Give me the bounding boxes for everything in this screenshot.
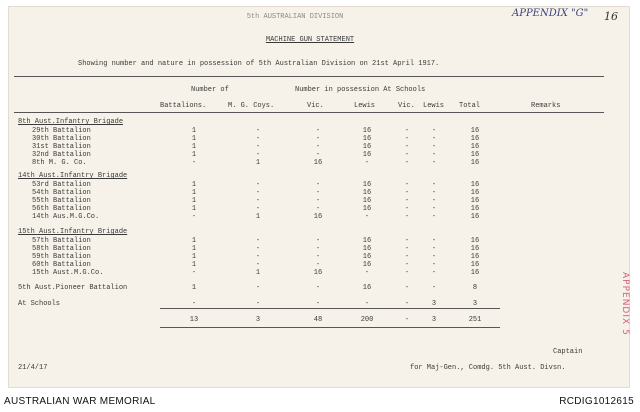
cell-schools-vic: - [404, 269, 410, 277]
cell-lewis: - [364, 213, 370, 221]
cell-lewis: 16 [362, 245, 372, 253]
total-battalions: 13 [189, 316, 199, 324]
cell-mg-coys: - [255, 135, 261, 143]
cell-vic: 16 [313, 269, 323, 277]
cell-total: 16 [470, 261, 480, 269]
cell-total: 16 [470, 181, 480, 189]
cell-lewis: - [364, 300, 370, 308]
cell-schools-lewis: - [431, 269, 437, 277]
cell-mg-coys: 1 [255, 159, 261, 167]
cell-mg-coys: - [255, 197, 261, 205]
document-title: MACHINE GUN STATEMENT [265, 36, 355, 44]
cell-schools-vic: - [404, 261, 410, 269]
cell-mg-coys: - [255, 284, 261, 292]
document-subtitle: Showing number and nature in possession of 5th Australian Division on 21st April 1917. [78, 60, 440, 68]
cell-lewis: 16 [362, 127, 372, 135]
cell-mg-coys: - [255, 151, 261, 159]
cell-schools-vic: - [404, 127, 410, 135]
appendix-stamp: APPENDIX 5 [620, 272, 630, 336]
cell-vic: - [315, 197, 321, 205]
cell-battalions: 1 [191, 253, 197, 261]
col-battalions: Battalions. [160, 102, 207, 110]
cell-schools-lewis: 3 [431, 300, 437, 308]
cell-total: 16 [470, 197, 480, 205]
cell-battalions: - [191, 213, 197, 221]
cell-lewis: 16 [362, 237, 372, 245]
cell-vic: - [315, 127, 321, 135]
brigade-heading: 8th Aust.Infantry Brigade [18, 118, 124, 126]
cell-lewis: 16 [362, 284, 372, 292]
group-possession: Number in possession At Schools [295, 86, 426, 94]
cell-mg-coys: - [255, 189, 261, 197]
cell-mg-coys: - [255, 245, 261, 253]
cell-schools-vic: - [404, 213, 410, 221]
row-unit-label: 55th Battalion [32, 197, 91, 205]
col-lewis: Lewis [354, 102, 376, 110]
cell-schools-vic: - [404, 143, 410, 151]
cell-battalions: - [191, 269, 197, 277]
cell-vic: 16 [313, 159, 323, 167]
col-vic: Vic. [307, 102, 324, 110]
cell-vic: - [315, 135, 321, 143]
cell-battalions: 1 [191, 181, 197, 189]
row-unit-label: At Schools [18, 300, 61, 308]
col-mg-coys: M. G. Coys. [228, 102, 275, 110]
col-remarks: Remarks [531, 102, 561, 110]
cell-battalions: 1 [191, 237, 197, 245]
cell-schools-lewis: - [431, 284, 437, 292]
col-total: Total [459, 102, 481, 110]
cell-total: 16 [470, 151, 480, 159]
cell-vic: - [315, 143, 321, 151]
cell-schools-vic: - [404, 135, 410, 143]
footer-record-id: RCDIG1012615 [559, 396, 634, 407]
cell-battalions: - [191, 159, 197, 167]
cell-schools-vic: - [404, 237, 410, 245]
cell-lewis: 16 [362, 261, 372, 269]
cell-battalions: 1 [191, 135, 197, 143]
cell-lewis: 16 [362, 181, 372, 189]
cell-lewis: 16 [362, 253, 372, 261]
cell-schools-lewis: - [431, 245, 437, 253]
cell-schools-lewis: - [431, 135, 437, 143]
cell-lewis: - [364, 269, 370, 277]
total-schools-lewis: 3 [431, 316, 437, 324]
cell-schools-vic: - [404, 181, 410, 189]
row-unit-label: 29th Battalion [32, 127, 91, 135]
cell-battalions: 1 [191, 284, 197, 292]
cell-battalions: 1 [191, 245, 197, 253]
appendix-annotation: APPENDIX "G" [512, 8, 589, 19]
total-mg-coys: 3 [255, 316, 261, 324]
cell-battalions: 1 [191, 151, 197, 159]
footer-source: AUSTRALIAN WAR MEMORIAL [4, 396, 156, 407]
brigade-heading: 14th Aust.Infantry Brigade [18, 172, 128, 180]
cell-vic: - [315, 205, 321, 213]
cell-lewis: 16 [362, 197, 372, 205]
cell-vic: - [315, 261, 321, 269]
brigade-heading: 15th Aust.Infantry Brigade [18, 228, 128, 236]
document-date: 21/4/17 [18, 364, 48, 372]
cell-vic: - [315, 300, 321, 308]
cell-mg-coys: - [255, 205, 261, 213]
cell-mg-coys: - [255, 127, 261, 135]
cell-total: 16 [470, 245, 480, 253]
total-schools-vic: - [404, 316, 410, 324]
cell-total: 16 [470, 237, 480, 245]
cell-lewis: 16 [362, 143, 372, 151]
cell-schools-lewis: - [431, 143, 437, 151]
row-unit-label: 14th Aus.M.G.Co. [32, 213, 100, 221]
cell-battalions: 1 [191, 197, 197, 205]
row-unit-label: 8th M. G. Co. [32, 159, 87, 167]
signature-line: for Maj-Gen., Comdg. 5th Aust. Divsn. [410, 364, 566, 372]
col-schools-lewis: Lewis [423, 102, 445, 110]
cell-lewis: 16 [362, 189, 372, 197]
cell-mg-coys: - [255, 300, 261, 308]
cell-schools-lewis: - [431, 189, 437, 197]
cell-lewis: - [364, 159, 370, 167]
row-unit-label: 57th Battalion [32, 237, 91, 245]
cell-mg-coys: - [255, 261, 261, 269]
group-number-of: Number of [191, 86, 229, 94]
row-unit-label: 30th Battalion [32, 135, 91, 143]
division-heading: 5th AUSTRALIAN DIVISION [246, 13, 344, 21]
cell-lewis: 16 [362, 151, 372, 159]
cell-schools-vic: - [404, 197, 410, 205]
cell-schools-vic: - [404, 300, 410, 308]
row-unit-label: 31st Battalion [32, 143, 91, 151]
page-number: 16 [604, 10, 618, 23]
cell-vic: - [315, 189, 321, 197]
total-grand: 251 [468, 316, 482, 324]
cell-schools-vic: - [404, 245, 410, 253]
cell-total: 16 [470, 143, 480, 151]
cell-schools-lewis: - [431, 181, 437, 189]
cell-vic: 16 [313, 213, 323, 221]
cell-schools-lewis: - [431, 159, 437, 167]
signature-rank: Captain [553, 348, 583, 356]
row-unit-label: 53rd Battalion [32, 181, 91, 189]
totals-rule [160, 308, 500, 309]
totals-rule-bottom [160, 327, 500, 328]
header-rule-bottom [14, 112, 604, 113]
cell-mg-coys: - [255, 253, 261, 261]
cell-vic: - [315, 237, 321, 245]
row-unit-label: 58th Battalion [32, 245, 91, 253]
cell-vic: - [315, 253, 321, 261]
cell-vic: - [315, 245, 321, 253]
cell-battalions: 1 [191, 143, 197, 151]
cell-battalions: 1 [191, 205, 197, 213]
cell-total: 16 [470, 269, 480, 277]
cell-mg-coys: - [255, 143, 261, 151]
row-unit-label: 60th Battalion [32, 261, 91, 269]
total-lewis: 200 [360, 316, 374, 324]
row-unit-label: 5th Aust.Pioneer Battalion [18, 284, 128, 292]
cell-schools-lewis: - [431, 237, 437, 245]
cell-mg-coys: 1 [255, 269, 261, 277]
cell-total: 16 [470, 159, 480, 167]
cell-schools-vic: - [404, 159, 410, 167]
row-unit-label: 54th Battalion [32, 189, 91, 197]
cell-battalions: 1 [191, 189, 197, 197]
cell-total: 16 [470, 135, 480, 143]
cell-total: 16 [470, 127, 480, 135]
cell-battalions: 1 [191, 261, 197, 269]
row-unit-label: 59th Battalion [32, 253, 91, 261]
cell-lewis: 16 [362, 205, 372, 213]
row-unit-label: 15th Aust.M.G.Co. [32, 269, 104, 277]
cell-lewis: 16 [362, 135, 372, 143]
cell-total: 8 [472, 284, 478, 292]
cell-schools-lewis: - [431, 127, 437, 135]
cell-total: 16 [470, 189, 480, 197]
cell-schools-lewis: - [431, 253, 437, 261]
cell-total: 16 [470, 205, 480, 213]
cell-schools-vic: - [404, 189, 410, 197]
row-unit-label: 32nd Battalion [32, 151, 91, 159]
cell-schools-vic: - [404, 284, 410, 292]
header-rule-top [14, 76, 604, 77]
cell-vic: - [315, 151, 321, 159]
cell-total: 3 [472, 300, 478, 308]
cell-battalions: - [191, 300, 197, 308]
cell-schools-lewis: - [431, 213, 437, 221]
cell-schools-lewis: - [431, 261, 437, 269]
col-schools-vic: Vic. [398, 102, 415, 110]
total-vic: 48 [313, 316, 323, 324]
cell-total: 16 [470, 213, 480, 221]
cell-schools-vic: - [404, 205, 410, 213]
cell-total: 16 [470, 253, 480, 261]
stamp-number: 5 [620, 329, 630, 336]
cell-schools-vic: - [404, 151, 410, 159]
cell-mg-coys: - [255, 181, 261, 189]
row-unit-label: 56th Battalion [32, 205, 91, 213]
cell-schools-lewis: - [431, 197, 437, 205]
cell-schools-lewis: - [431, 151, 437, 159]
cell-vic: - [315, 181, 321, 189]
cell-vic: - [315, 284, 321, 292]
cell-mg-coys: - [255, 237, 261, 245]
cell-mg-coys: 1 [255, 213, 261, 221]
cell-schools-vic: - [404, 253, 410, 261]
cell-battalions: 1 [191, 127, 197, 135]
cell-schools-lewis: - [431, 205, 437, 213]
